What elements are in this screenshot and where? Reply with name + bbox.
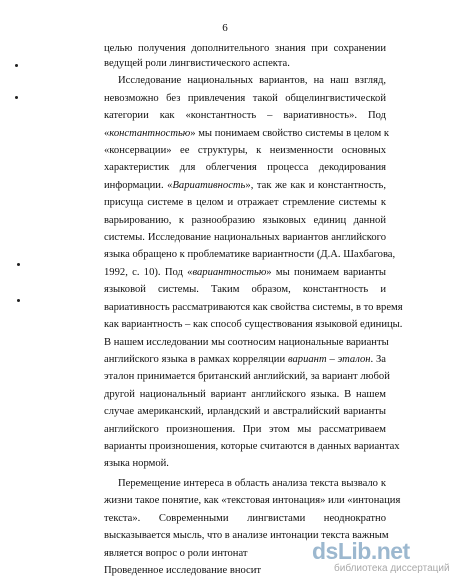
text-line (104, 268, 386, 279)
text-run: языка нормой. (104, 458, 169, 469)
text-run: категории как «константность – вариативность». Под (104, 110, 386, 121)
text-run: 1992, с. 10). Под « (104, 267, 193, 278)
text-line (104, 128, 389, 140)
text-line (104, 514, 386, 525)
text-run: случае американский, ирландский и австралийский варианты (104, 406, 386, 417)
text-line (104, 163, 386, 174)
text-run: . За (370, 354, 387, 365)
margin-mark (15, 96, 18, 99)
margin-mark (15, 64, 18, 67)
text-line (104, 181, 386, 192)
page-number: 6 (222, 22, 228, 34)
text-line (104, 407, 386, 418)
text-line (104, 94, 386, 105)
text-line (104, 495, 401, 507)
text-line (104, 216, 386, 227)
text-line (104, 441, 400, 453)
text-run: целью получения дополнительного знания при сохранении (104, 43, 386, 54)
text-run: системы. Исследование национальных вариантов английского (104, 232, 386, 243)
text-run: » мы понимаем варианты (266, 267, 386, 278)
text-line (104, 337, 389, 349)
text-run: присуща системе в целом и отражает стремление системы к (104, 197, 386, 208)
text-line (104, 249, 396, 261)
text-run: варианты произношения, которые считаются в данных вариантах (104, 441, 400, 452)
watermark-subtitle: библиотека диссертаций (334, 563, 450, 574)
text-run: », так же как и константность, (245, 180, 386, 191)
text-run: языковой системы. Таким образом, константность и (104, 284, 386, 295)
italic-term: Вариативность (172, 180, 246, 191)
text-run: Проведенное исследование вносит (104, 565, 262, 576)
text-run: «консервации» ее структуры, к неизменности основных (104, 145, 386, 156)
text-run: жизни такое понятие, как «текстовая интонация» или «интонация (104, 495, 401, 506)
text-run: английского произношения. При этом мы рассматриваем (104, 424, 386, 435)
text-line (104, 371, 390, 383)
text-run: Перемещение интереса в область анализа текста вызвало к (118, 478, 386, 489)
italic-term: вариант – эталон (287, 354, 371, 365)
watermark-logo: dsLib.net (312, 538, 410, 564)
text-run: варьированию, к разнообразию языковых единиц данной (104, 215, 386, 226)
text-line (104, 425, 386, 436)
text-line (104, 44, 386, 55)
text-run: » мы понимаем свойство системы в целом к (190, 128, 389, 139)
text-run: языка обращено к проблематике вариантности (Д.А. Шахбагова, (104, 249, 396, 260)
text-line (104, 233, 386, 244)
text-run: высказывается мысль, что в анализе интонации текста важным (104, 530, 389, 541)
text-line (104, 459, 386, 470)
text-line (104, 355, 386, 366)
text-run: В нашем исследовании мы соотносим национальные варианты (104, 337, 389, 348)
text-line (104, 285, 386, 296)
text-run: вариативность рассматриваются как свойства системы, в то время (104, 302, 403, 313)
text-line (104, 319, 403, 331)
text-run: Исследование национальных вариантов, на наш взгляд, (118, 75, 386, 86)
text-run: невозможно без привлечения такой общелингвистической (104, 93, 386, 104)
text-run: другой национальный вариант английского языка. В нашем (104, 389, 386, 400)
text-run: текста». Современными лингвистами неоднократно (104, 513, 386, 524)
margin-mark (17, 263, 20, 266)
text-line (104, 59, 386, 70)
italic-term: константностью (109, 128, 191, 139)
text-run: информации. « (104, 180, 173, 191)
text-line (118, 479, 386, 490)
watermark (312, 538, 450, 576)
text-run: эталон принимается британский английский, за вариант любой (104, 371, 390, 382)
text-line (104, 390, 386, 401)
italic-term: вариантностью (192, 267, 267, 278)
text-line (104, 146, 386, 157)
text-line (104, 198, 386, 209)
text-run: является вопрос о роли интонат (104, 548, 248, 559)
margin-mark (17, 299, 20, 302)
text-run: « (104, 128, 110, 139)
text-run: как вариантность – как способ существования языковой единицы. (104, 319, 403, 330)
text-line (104, 111, 386, 122)
text-run: ведущей роли лингвистического аспекта. (104, 58, 290, 69)
text-run: характеристик для облегчения процесса декодирования (104, 162, 386, 173)
text-run: английского языка в рамках корреляции (104, 354, 288, 365)
text-line (118, 76, 386, 87)
text-line (104, 302, 403, 314)
